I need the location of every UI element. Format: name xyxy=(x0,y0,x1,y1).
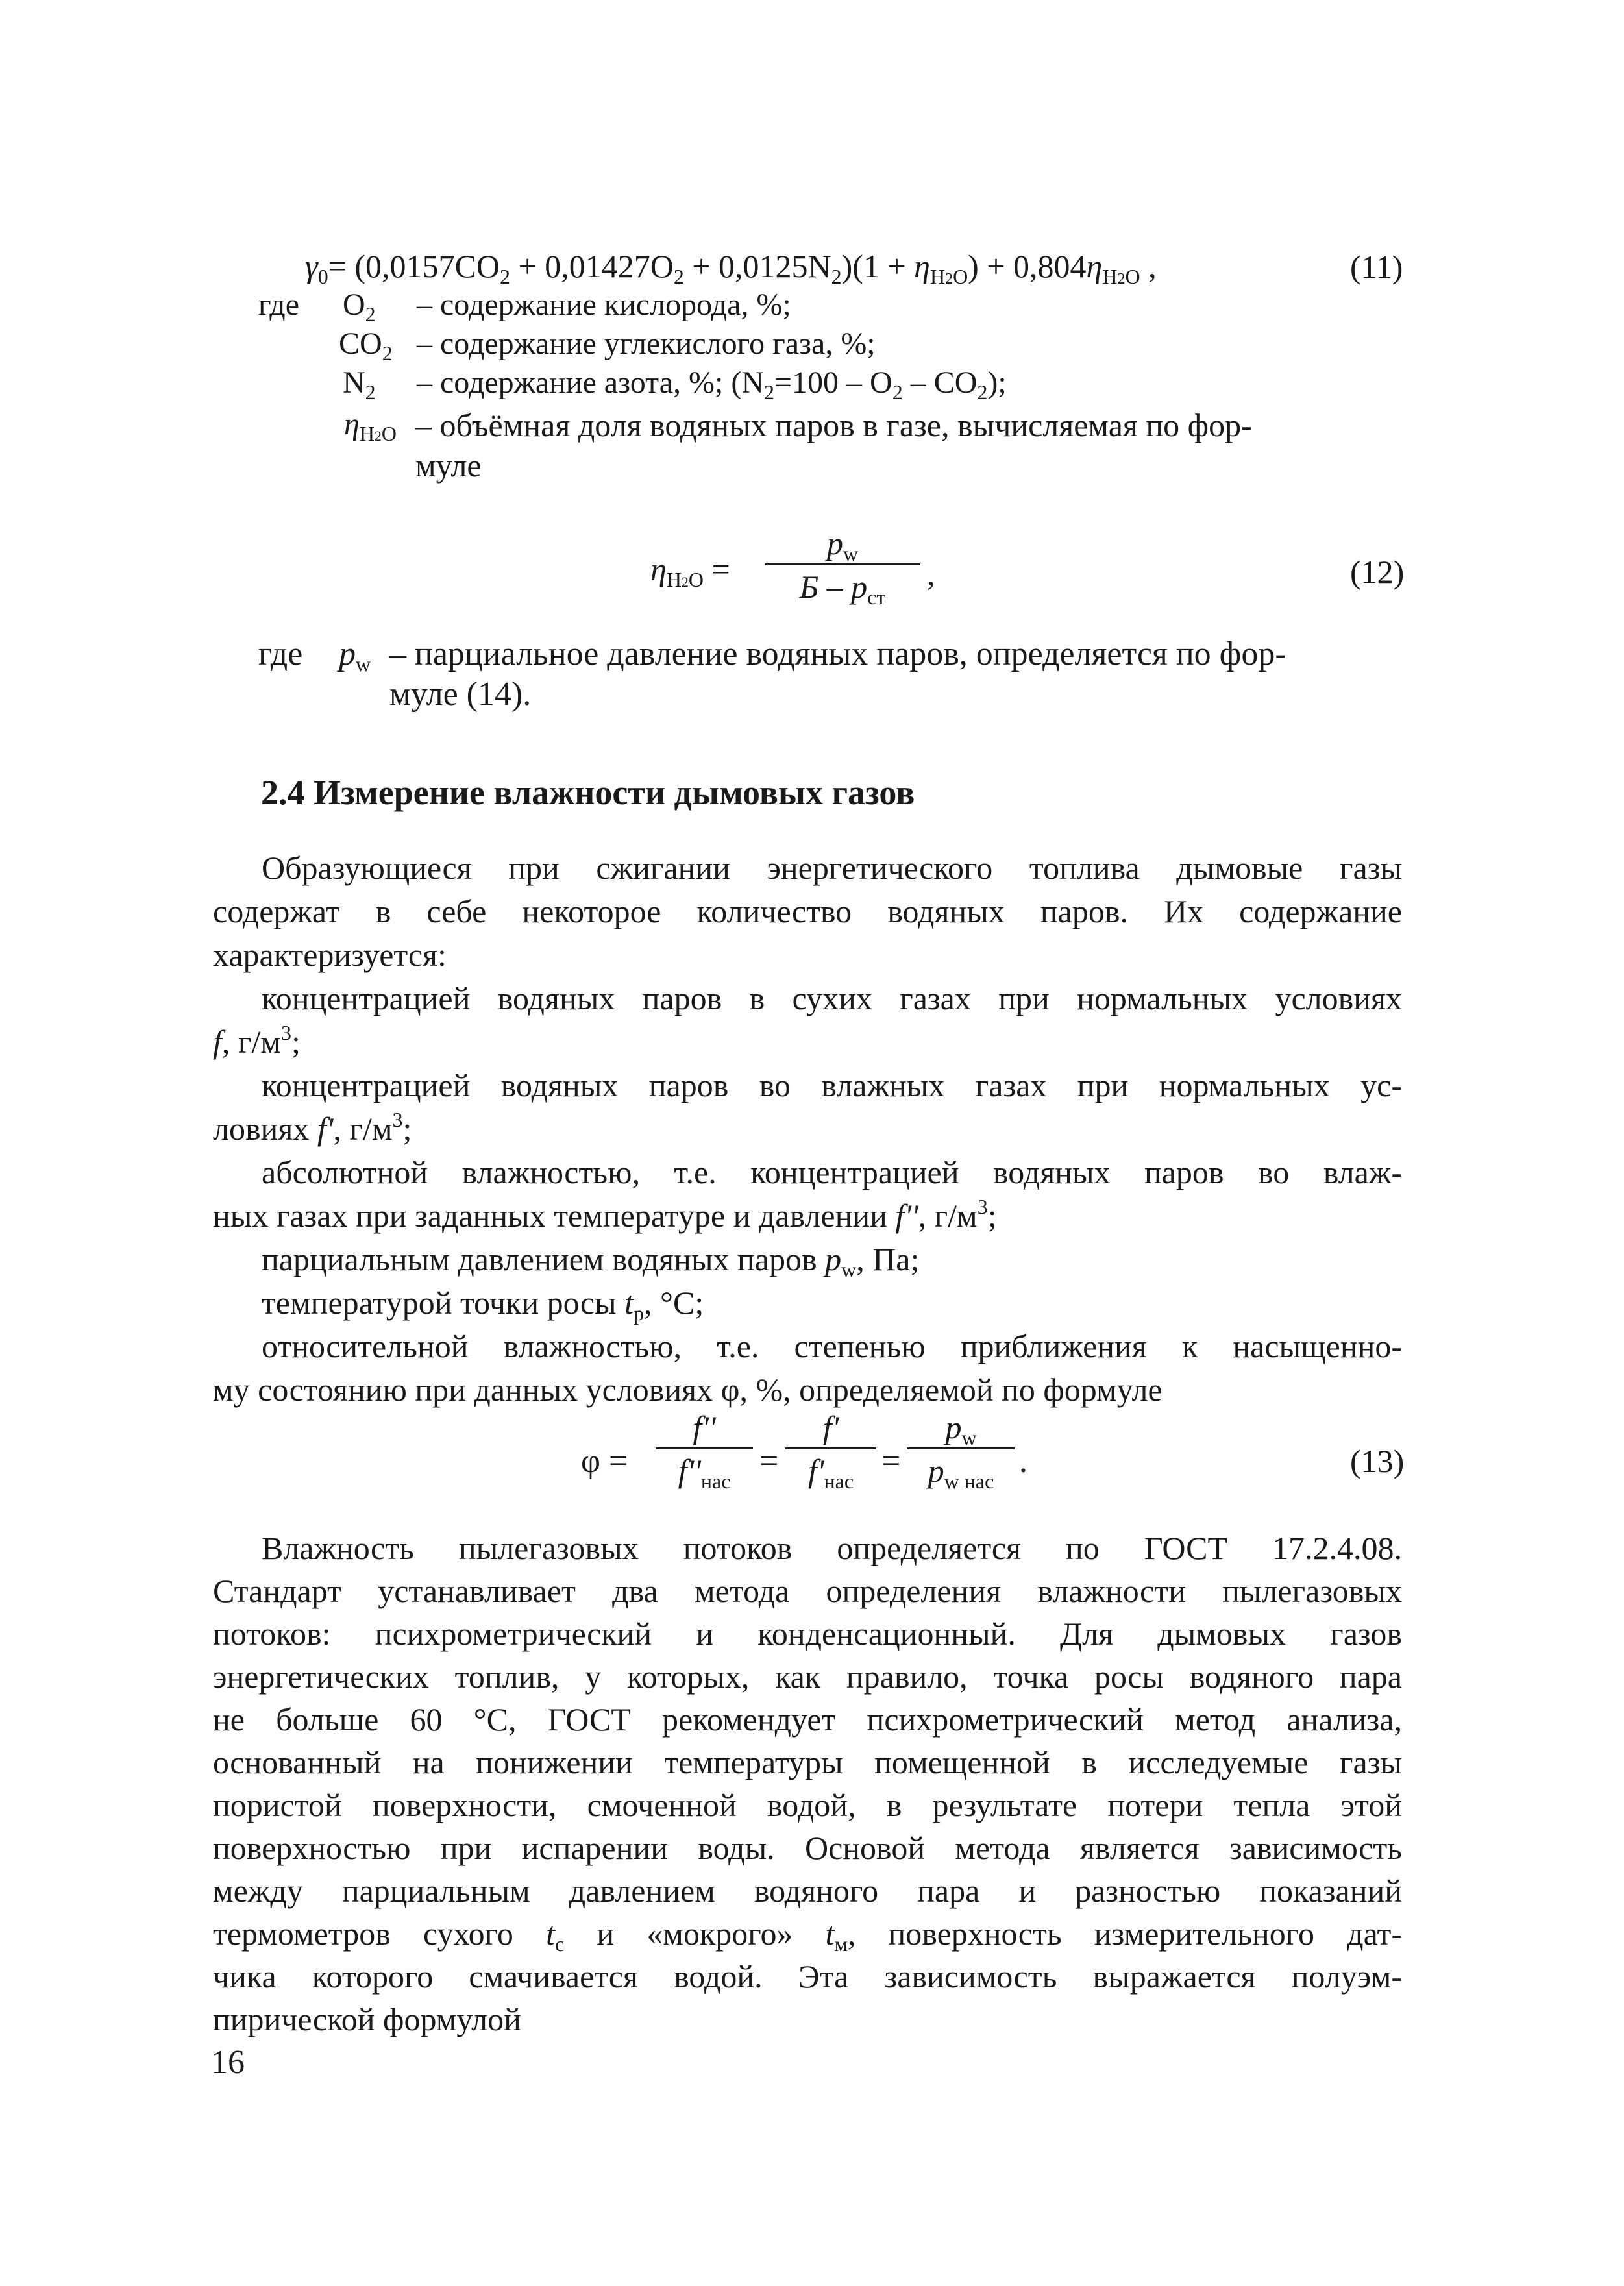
formula-12-comma: , xyxy=(927,556,935,592)
definition-pw-cont: муле (14). xyxy=(389,676,532,713)
definition-pw: – парциальное давление водяных паров, определяется по фор- xyxy=(389,635,1286,672)
list-item-cont: му состоянию при данных условиях φ, %, определяемой по формуле xyxy=(213,1371,1163,1408)
where-label-2: где xyxy=(258,635,303,672)
gamma-symbol: γ xyxy=(305,248,318,284)
equation-number-12: (12) xyxy=(1350,554,1405,590)
list-item: температурой точки росы $t_р$, °С; xyxy=(262,1284,704,1325)
formula-13-fraction-1: f'' $f''_{нас}$ xyxy=(656,1408,753,1491)
formula-13-fraction-3: $p_w$ $p_{w нас}$ xyxy=(907,1408,1015,1491)
list-item: парциальным давлением водяных паров $p_w$, Па; xyxy=(262,1241,920,1281)
section-heading: 2.4 Измерение влажности дымовых газов xyxy=(261,773,915,812)
symbol-pw: $p_w$ xyxy=(339,635,371,676)
formula-13-eq1: = xyxy=(759,1443,779,1480)
equation-number-13: (13) xyxy=(1350,1443,1405,1479)
symbol-n2: $N_2$ xyxy=(343,365,376,404)
definition-n2: – содержание азота, %; $(N_2=100 - O_2 - CO_2)$; xyxy=(417,365,1007,404)
equation-number-11: (11) xyxy=(1350,249,1403,285)
formula-11: $\gamma_0= (0,0157CO_2 + 0,01427O_2 + 0,0125N_2)(1 + \eta_{H2O}) + 0,804\eta_{H2O}$ , xyxy=(305,248,1157,288)
definition-eta-h2o-cont: муле xyxy=(415,447,482,484)
formula-12-fraction xyxy=(765,524,920,607)
list-item: концентрацией водяных паров в сухих газах при нормальных условиях xyxy=(262,980,1402,1016)
where-label: где xyxy=(258,288,300,322)
definition-o2: – содержание кислорода, %; xyxy=(417,288,791,322)
characteristics-list xyxy=(213,977,1402,1412)
fraction-numerator: $p_w$ xyxy=(765,524,920,565)
formula-12-lhs: $\eta_{H2O}$ = xyxy=(650,551,730,591)
list-item: относительной влажностью, т.е. степенью приближения к насыщенно- xyxy=(262,1328,1402,1364)
definition-co2: – содержание углекислого газа, %; xyxy=(417,326,876,361)
page-number: 16 xyxy=(211,2044,245,2081)
list-item: концентрацией водяных паров во влажных газах при нормальных ус- xyxy=(262,1067,1402,1103)
formula-13-period: . xyxy=(1019,1443,1027,1480)
list-item-cont: ловиях f', $г/м^3$; xyxy=(213,1108,412,1147)
list-item: абсолютной влажностью, т.е. концентрацией водяных паров во влаж- xyxy=(262,1154,1402,1190)
fraction-denominator: Б – $p_{ст}$ xyxy=(799,569,886,609)
list-item-cont: f, $г/м^3$; xyxy=(213,1021,301,1060)
definition-eta-h2o: – объёмная доля водяных паров в газе, вычисляемая по фор- xyxy=(415,407,1252,443)
formula-13-fraction-2: f' $f'_{нас}$ xyxy=(785,1408,876,1491)
symbol-co2: $CO_2$ xyxy=(339,326,393,365)
symbol-o2: $O_2$ xyxy=(343,288,376,326)
body-paragraph: Влажность пылегазовых потоков определяется по ГОСТ 17.2.4.08. Стандарт устанавливает два метода определения влажности пылегазовых потоков: психрометрический и конденсационный. Для дымовых газов энергетических топлив, у которых, как правило, точка росы водяного пара не больше 60 °С, ГОСТ рекомендует психрометрический метод анализа, основанный на понижении температуры помещенной в исследуемые газы пористой поверхности, смоченной водой, в результате потери тепла этой поверхностью при испарении воды. Основой метода является зависимость между парциальным давлением водяного пара и разностью показаний термометров сухого $t_с$ и «мокрого» $t_м$, поверхность измерительного дат- чика которого смачивается водой. Эта зависимость выражается полуэм- пирической формулой xyxy=(213,1530,1402,2037)
formula-13-eq2: = xyxy=(881,1443,901,1480)
intro-paragraph: Образующиеся при сжигании энергетического топлива дымовые газы содержат в себе некоторое количество водяных паров. Их содержание характеризуется: xyxy=(213,850,1402,973)
formula-13-lhs: φ = xyxy=(581,1443,628,1480)
list-item-cont: ных газах при заданных температуре и давлении f'', $г/м^3$; xyxy=(213,1195,997,1234)
symbol-eta-h2o: $\eta_{H2O}$ xyxy=(344,407,397,445)
